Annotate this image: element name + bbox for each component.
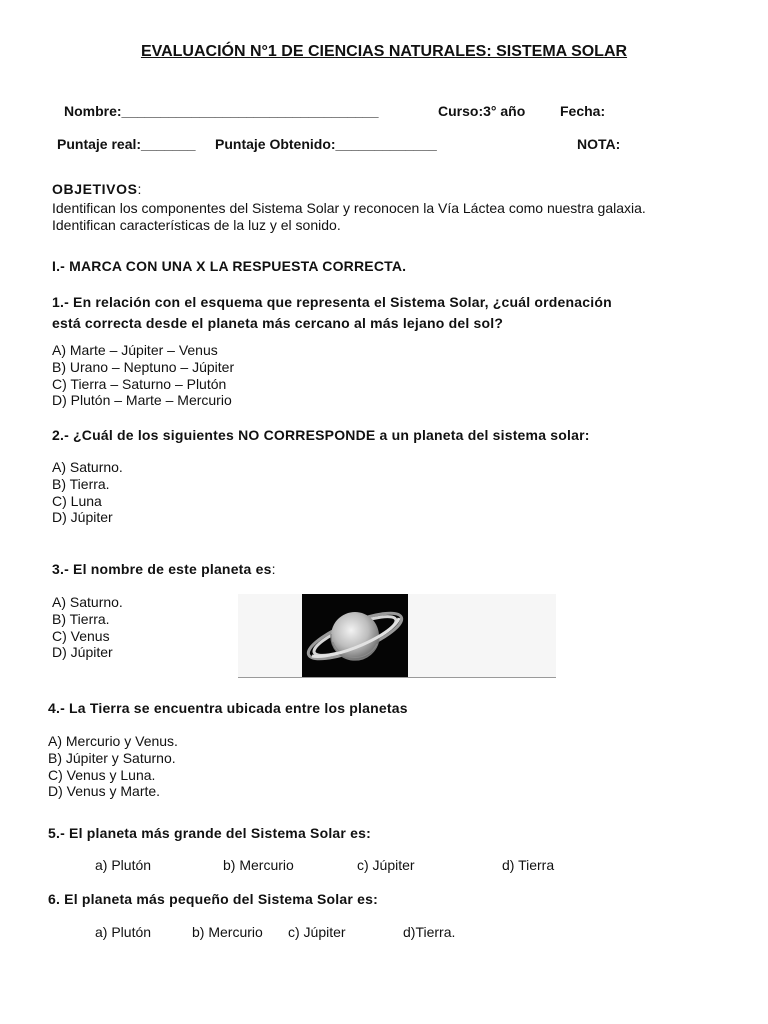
answer-option[interactable]: B) Júpiter y Saturno. — [48, 749, 176, 766]
answer-option[interactable]: c) Júpiter — [357, 857, 415, 873]
answer-option[interactable]: B) Urano – Neptuno – Júpiter — [52, 358, 235, 375]
saturn-planet-icon — [302, 594, 408, 677]
answer-option[interactable]: C) Luna — [52, 492, 102, 509]
question-4: 4.- La Tierra se encuentra ubicada entre los planetas — [48, 700, 408, 716]
question-3-colon: : — [271, 561, 276, 577]
question-1-options — [52, 342, 234, 409]
objetivo-line: Identifican características de la luz y el sonido. — [52, 216, 341, 233]
curso-label: Curso:3° año — [438, 103, 526, 119]
answer-option[interactable]: C) Tierra – Saturno – Plutón — [52, 375, 227, 392]
answer-option[interactable]: a) Plutón — [95, 924, 152, 940]
objetivos-colon: : — [137, 181, 142, 197]
answer-option[interactable]: D) Júpiter — [52, 509, 113, 526]
answer-option[interactable]: D) Júpiter — [52, 644, 113, 661]
question-6: 6. El planeta más pequeño del Sistema Solar es: — [48, 891, 378, 907]
answer-option[interactable]: A) Marte – Júpiter – Venus — [52, 342, 218, 358]
answer-option[interactable]: c) Júpiter — [288, 924, 346, 940]
answer-option[interactable]: C) Venus y Luna. — [48, 766, 156, 783]
question-1-line: 1.- En relación con el esquema que representa el Sistema Solar, ¿cuál ordenación — [52, 294, 612, 310]
answer-option[interactable]: a) Plutón — [95, 857, 152, 873]
question-5: 5.- El planeta más grande del Sistema Solar es: — [48, 825, 371, 841]
question-4-options — [48, 733, 178, 800]
answer-option[interactable]: d) Tierra — [502, 857, 555, 873]
puntaje-obtenido-field[interactable]: Puntaje Obtenido:_____________ — [215, 136, 437, 152]
nombre-field[interactable]: Nombre:_________________________________ — [64, 103, 379, 119]
answer-option[interactable]: D) Venus y Marte. — [48, 783, 161, 800]
question-2: 2.- ¿Cuál de los siguientes NO CORRESPONDE a un planeta del sistema solar: — [52, 427, 590, 443]
answer-option[interactable]: D) Plutón – Marte – Mercurio — [52, 392, 232, 409]
question-1-line: está correcta desde el planeta más cercano al más lejano del sol? — [52, 315, 504, 331]
saturn-image — [238, 594, 556, 678]
answer-option[interactable]: b) Mercurio — [223, 857, 294, 873]
answer-option[interactable]: A) Mercurio y Venus. — [48, 733, 178, 749]
objetivos-label: OBJETIVOS — [52, 181, 138, 197]
question-2-options — [52, 459, 123, 526]
puntaje-real-field[interactable]: Puntaje real:_______ — [57, 136, 196, 152]
answer-option[interactable]: b) Mercurio — [192, 924, 263, 940]
question-3-options — [52, 594, 123, 661]
question-3 — [52, 561, 275, 577]
section-title: I.- MARCA CON UNA X LA RESPUESTA CORRECTA. — [52, 258, 407, 274]
answer-option[interactable]: d)Tierra. — [403, 924, 456, 940]
page-title: EVALUACIÓN N°1 DE CIENCIAS NATURALES: SISTEMA SOLAR — [140, 43, 628, 60]
answer-option[interactable]: C) Venus — [52, 627, 110, 644]
question-3-text: 3.- El nombre de este planeta es — [52, 561, 272, 577]
answer-option[interactable]: B) Tierra. — [52, 475, 110, 492]
nota-field[interactable]: NOTA: — [577, 136, 621, 152]
answer-option[interactable]: B) Tierra. — [52, 610, 110, 627]
objetivos-heading — [52, 181, 141, 197]
objetivos-text — [52, 200, 646, 234]
fecha-field[interactable]: Fecha: — [560, 103, 606, 119]
answer-option[interactable]: A) Saturno. — [52, 594, 123, 610]
question-1 — [52, 292, 612, 334]
objetivo-line: Identifican los componentes del Sistema Solar y reconocen la Vía Láctea como nuestra galaxia. — [52, 200, 646, 216]
answer-option[interactable]: A) Saturno. — [52, 459, 123, 475]
